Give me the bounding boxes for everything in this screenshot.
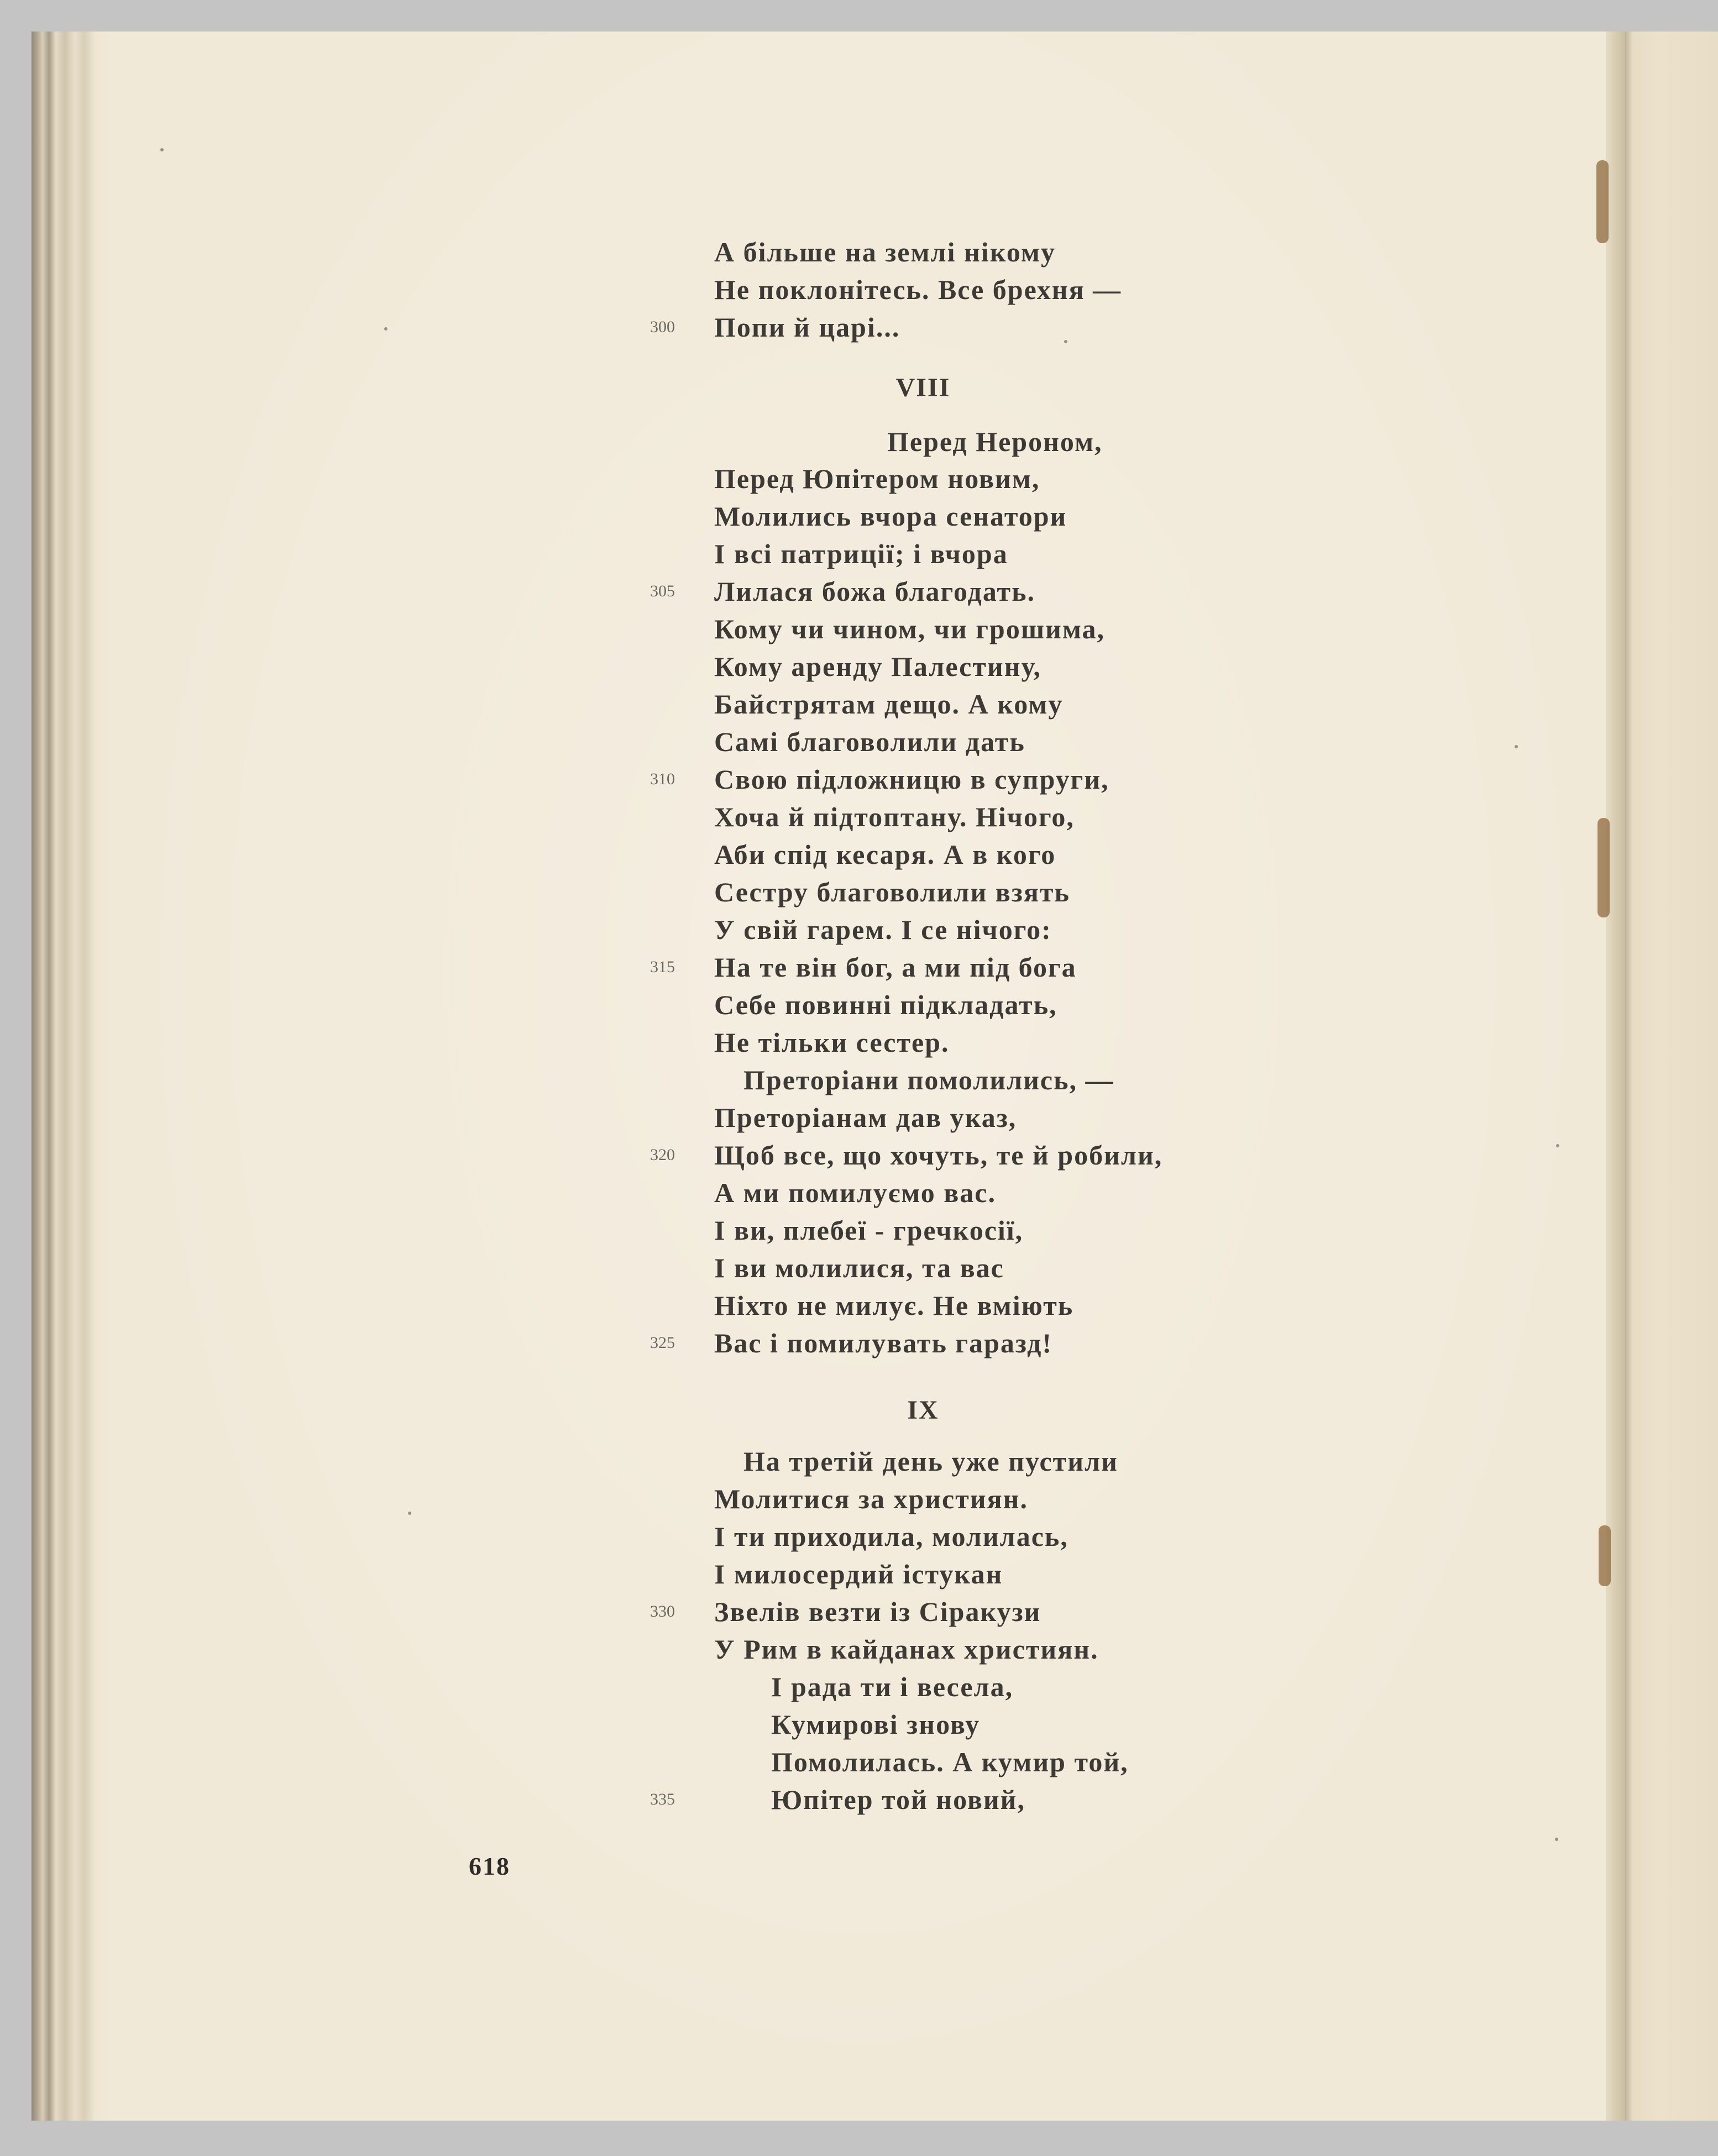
verse-line: Звелів везти із Сіракузи — [714, 1596, 1041, 1627]
line-number: 325 — [650, 1334, 675, 1352]
verse-line: Преторіанам дав указ, — [714, 1102, 1017, 1133]
book-binding-edge — [32, 32, 109, 2121]
verse-line: І ви, плебеї - гречкосії, — [714, 1215, 1024, 1246]
verse-line: І всі патриції; і вчора — [714, 538, 1008, 569]
page-speck — [1556, 1144, 1559, 1147]
verse-line: Ніхто не милує. Не вміють — [714, 1290, 1074, 1321]
page-fore-edge — [1606, 32, 1625, 2121]
verse-line: Кумирові знову — [771, 1709, 981, 1740]
line-number: 305 — [650, 582, 675, 600]
edge-stain — [1597, 818, 1610, 917]
verse-line: І ви молилися, та вас — [714, 1252, 1004, 1283]
verse-line: Байстрятам дещо. А кому — [714, 689, 1064, 720]
verse-line: Самі благоволили дать — [714, 726, 1025, 757]
line-number: 320 — [650, 1146, 675, 1164]
line-number: 310 — [650, 770, 675, 788]
line-number: 315 — [650, 958, 675, 976]
verse-line: Лилася божа благодать. — [714, 576, 1036, 607]
line-number: 330 — [650, 1602, 675, 1620]
verse-line: У свій гарем. І се нічого: — [714, 914, 1052, 945]
edge-stain — [1599, 1525, 1611, 1586]
verse-line: Вас і помилувать гаразд! — [714, 1328, 1053, 1358]
verse-line: Молились вчора сенатори — [714, 501, 1067, 532]
verse-line: Не поклонітесь. Все брехня — — [714, 274, 1122, 305]
page-speck — [160, 148, 164, 151]
verse-line: Молитися за християн. — [714, 1483, 1028, 1514]
page-speck — [384, 327, 387, 331]
adjacent-page-edge — [1625, 32, 1718, 2121]
page-speck — [1555, 1838, 1558, 1841]
edge-stain — [1596, 160, 1609, 243]
section-heading: IX — [907, 1396, 939, 1425]
verse-line: Попи й царі... — [714, 312, 900, 343]
verse-line: Свою підложницю в супруги, — [714, 764, 1109, 795]
verse-line: На те він бог, а ми під бога — [714, 952, 1077, 983]
verse-line: Юпітер той новий, — [771, 1784, 1025, 1815]
verse-line: Перед Нероном, — [887, 426, 1103, 457]
verse-line: На третій день уже пустили — [743, 1446, 1118, 1477]
page-number: 618 — [469, 1852, 510, 1880]
section-heading: VIII — [895, 373, 951, 402]
page-speck — [1515, 745, 1518, 748]
verse-line: Сестру благоволили взять — [714, 877, 1070, 907]
verse-line: Помолилась. А кумир той, — [771, 1746, 1129, 1777]
verse-line: А ми помилуємо вас. — [714, 1177, 996, 1208]
verse-line: Не тільки сестер. — [714, 1027, 950, 1058]
page-speck — [1064, 340, 1067, 343]
verse-line: Кому аренду Палестину, — [714, 651, 1042, 682]
verse-line: Преторіани помолились, — — [743, 1064, 1114, 1095]
verse-line: І милосердий істукан — [714, 1559, 1003, 1590]
verse-line: Аби спід кесаря. А в кого — [714, 839, 1056, 870]
verse-line: І ти приходила, молилась, — [714, 1521, 1068, 1552]
verse-line: Перед Юпітером новим, — [714, 463, 1040, 494]
line-number: 300 — [650, 318, 675, 336]
verse-line: У Рим в кайданах християн. — [714, 1634, 1099, 1665]
verse-line: Щоб все, що хочуть, те й робили, — [714, 1140, 1163, 1171]
verse-line: Кому чи чином, чи грошима, — [714, 613, 1106, 644]
line-number: 335 — [650, 1790, 675, 1808]
page-speck — [408, 1512, 411, 1515]
verse-line: Хоча й підтоптану. Нічого, — [714, 801, 1075, 832]
verse-line: Себе повинні підкладать, — [714, 989, 1057, 1020]
verse-line: І рада ти і весела, — [771, 1671, 1014, 1702]
verse-line: А більше на землі нікому — [714, 237, 1056, 267]
